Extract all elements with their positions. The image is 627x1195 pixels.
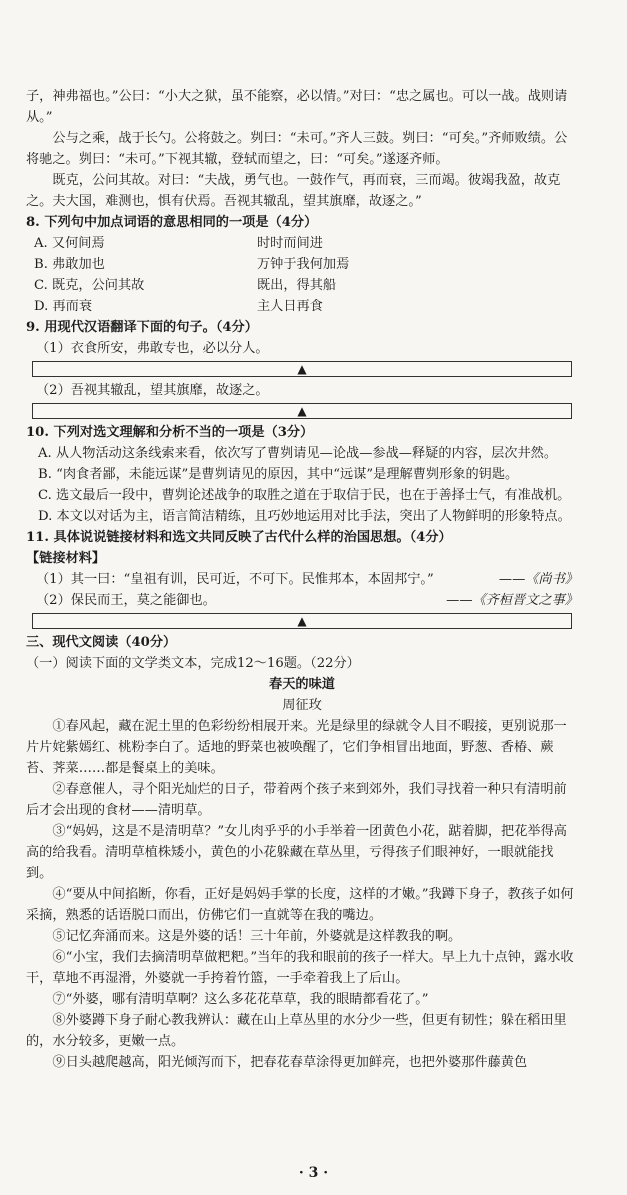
section-3-subtitle: （一）阅读下面的文学类文本，完成12～16题。（22分） — [26, 656, 360, 671]
q8-option-a — [26, 233, 578, 254]
article-paragraph: ③“妈妈，这是不是清明草？”女儿肉乎乎的小手举着一团黄色小花，踮着脚，把花举得高高的给我看。清明草植株矮小，黄色的小花躲藏在草丛里，亏得孩子们眼神好，一眼就能找到。 — [26, 824, 567, 881]
answer-box-q9-2[interactable] — [32, 403, 572, 419]
q10-option-a: A. 从人物活动这条线索来看，依次写了曹刿请见—论战—参战—释疑的内容，层次井然。 — [38, 446, 558, 461]
link-material-1 — [26, 569, 578, 590]
link-material-1-source: ——《尚书》 — [498, 572, 578, 587]
q8-option-c-left: C. 既克，公问其故 — [34, 278, 145, 293]
article-paragraph: ④“要从中间掐断，你看，正好是妈妈手掌的长度，这样的才嫩。”我蹲下身子，教孩子如何采摘，熟悉的话语脱口而出，仿佛它们一直就等在我的嘴边。 — [26, 887, 574, 923]
article-paragraph: ⑦“外婆，哪有清明草啊？这么多花花草草，我的眼睛都看花了。” — [52, 992, 429, 1007]
q10-option-c: C. 选文最后一段中，曹刿论述战争的取胜之道在于取信于民，也在于善择士气，有准战机。 — [38, 488, 571, 503]
article-paragraph: ⑤记忆奔涌而来。这是外婆的话！三十年前，外婆就是这样教我的啊。 — [52, 929, 462, 944]
question-11-stem: 11. 具体说说链接材料和选文共同反映了古代什么样的治国思想。（4分） — [26, 530, 452, 545]
triangle-marker-icon: ▲ — [297, 362, 307, 376]
article-author: 周征玫 — [282, 698, 322, 713]
q8-option-d-left: D. 再而衰 — [34, 299, 93, 314]
q8-option-a-left: A. 又何间焉 — [34, 236, 105, 251]
link-material-2-source: ——《齐桓晋文之事》 — [446, 593, 578, 608]
q8-option-d-right: 主人日再食 — [257, 299, 323, 314]
article-paragraph: ①春风起，藏在泥土里的色彩纷纷相展开来。光是绿里的绿就令人目不暇接，更别说那一片片姹紫嫣红、桃粉李白了。适地的野菜也被唤醒了，它们争相冒出地面，野葱、香椿、蕨苔、荠菜……都是餐桌上的美味。 — [26, 719, 567, 776]
section-3-title: 三、现代文阅读（40分） — [26, 635, 177, 650]
article-paragraph: ②春意催人，寻个阳光灿烂的日子，带着两个孩子来到郊外，我们寻找着一种只有清明前后才会出现的食材——清明草。 — [26, 782, 567, 818]
passage-paragraph: 公与之乘，战于长勺。公将鼓之。刿曰：“未可。”齐人三鼓。刿曰：“可矣。”齐师败绩。公将驰之。刿曰：“未可。”下视其辙，登轼而望之，曰：“可矣。”遂逐齐师。 — [26, 131, 568, 167]
q8-option-c-right: 既出，得其船 — [257, 278, 337, 293]
link-material-1-text: （1）其一曰：“皇祖有训，民可近，不可下。民惟邦本，本固邦宁。” — [36, 572, 434, 587]
q8-option-b-right: 万钟于我何加焉 — [257, 257, 350, 272]
q8-option-c — [26, 275, 578, 296]
q10-option-d: D. 本文以对话为主，语言简洁精练，且巧妙地运用对比手法，突出了人物鲜明的形象特点。 — [38, 509, 571, 524]
question-10-stem: 10. 下列对选文理解和分析不当的一项是（3分） — [26, 425, 314, 440]
answer-box-q9-1[interactable] — [32, 361, 572, 377]
question-8-stem: 8. 下列句中加点词语的意思相同的一项是（4分） — [26, 215, 318, 230]
article-paragraph: ⑧外婆蹲下身子耐心教我辨认：藏在山上草丛里的水分少一些，但更有韧性；躲在稻田里的，水分较多，更嫩一点。 — [26, 1013, 567, 1049]
q8-option-b-left: B. 弗敢加也 — [34, 257, 105, 272]
link-material-2 — [26, 590, 578, 611]
link-material-2-text: （2）保民而王，莫之能御也。 — [36, 593, 216, 608]
article-paragraph: ⑥“小宝，我们去摘清明草做粑粑。”当年的我和眼前的孩子一样大。早上九十点钟，露水收干，草地不再湿滑，外婆就一手挎着竹篮，一手牵着我上了后山。 — [26, 950, 574, 986]
question-9-stem: 9. 用现代汉语翻译下面的句子。（4分） — [26, 320, 258, 335]
exam-page — [26, 86, 578, 1073]
passage-paragraph: 子，神弗福也。”公曰：“小大之狱，虽不能察，必以情。”对曰：“忠之属也。可以一战。战则请从。” — [26, 89, 568, 125]
q8-option-a-right: 时时而间进 — [257, 236, 323, 251]
q8-option-d — [26, 296, 578, 317]
page-number: · 3 · — [298, 1165, 329, 1181]
q9-sentence-1: （1）衣食所安，弗敢专也，必以分人。 — [36, 341, 269, 356]
q8-option-b — [26, 254, 578, 275]
link-material-title: 【链接材料】 — [26, 551, 106, 566]
answer-box-q11[interactable] — [32, 613, 572, 629]
triangle-marker-icon: ▲ — [297, 404, 307, 418]
q9-sentence-2: （2）吾视其辙乱，望其旗靡，故逐之。 — [36, 383, 269, 398]
q10-option-b: B. “肉食者鄙，未能远谋”是曹刿请见的原因，其中“远谋”是理解曹刿形象的钥匙。 — [38, 467, 519, 482]
passage-paragraph: 既克，公问其故。对曰：“夫战，勇气也。一鼓作气，再而衰，三而竭。彼竭我盈，故克之。夫大国，难测也，惧有伏焉。吾视其辙乱，望其旗靡，故逐之。” — [26, 173, 561, 209]
triangle-marker-icon: ▲ — [297, 614, 307, 628]
article-paragraph: ⑨日头越爬越高，阳光倾泻而下，把春花春草涂得更加鲜亮，也把外婆那件藤黄色 — [52, 1055, 528, 1070]
article-title: 春天的味道 — [269, 677, 335, 692]
